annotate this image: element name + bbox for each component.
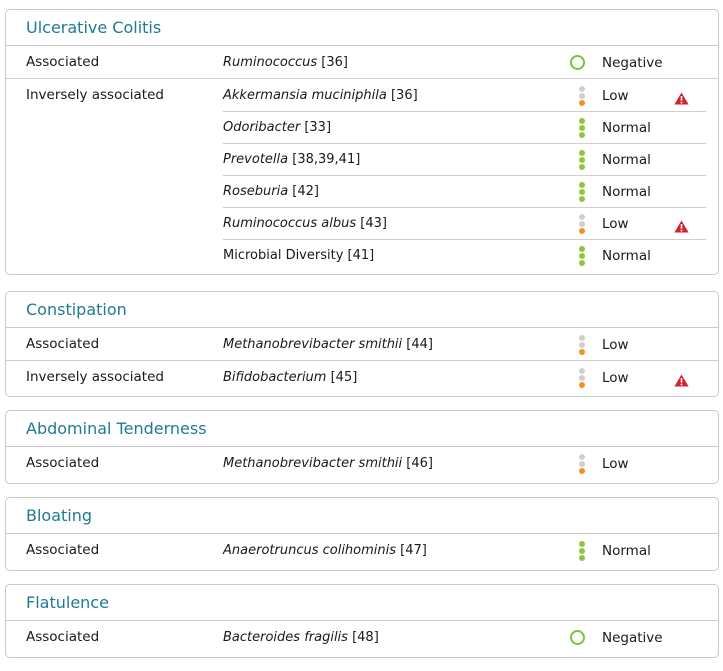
marker-cell	[223, 328, 706, 361]
warning-icon	[674, 372, 689, 385]
level-dot	[579, 125, 585, 131]
table-row	[6, 143, 718, 175]
low-level-icon	[576, 454, 588, 474]
normal-level-icon	[576, 118, 588, 138]
marker-cell	[223, 621, 706, 654]
level-dot	[579, 342, 585, 348]
level-dot	[579, 382, 585, 388]
association-label: Inversely associated	[26, 369, 164, 385]
status-label: Normal	[602, 152, 651, 168]
table-row	[6, 175, 718, 207]
status-label: Low	[602, 370, 629, 386]
status-label: Low	[602, 456, 629, 472]
organism-name	[223, 240, 374, 272]
level-dot	[579, 375, 585, 381]
table-row	[6, 46, 718, 78]
marker-cell	[223, 46, 706, 79]
table-row	[6, 328, 718, 360]
association-label: Associated	[26, 629, 100, 645]
level-dot	[579, 468, 585, 474]
table-row	[6, 239, 718, 271]
normal-level-icon	[576, 541, 588, 561]
table-row	[6, 78, 718, 111]
organism-label: Bifidobacterium	[223, 370, 327, 385]
reference-label: [48]	[347, 630, 379, 645]
organism-label: Bacteroides fragilis	[223, 630, 348, 645]
section-title: Constipation	[6, 292, 718, 328]
level-dot	[579, 221, 585, 227]
status-label: Normal	[602, 543, 651, 559]
organism-name	[223, 448, 433, 480]
association-label: Inversely associated	[26, 87, 164, 103]
marker-cell	[223, 534, 706, 567]
level-dot	[579, 118, 585, 124]
level-dot	[579, 461, 585, 467]
marker-cell	[223, 79, 706, 112]
organism-label: Methanobrevibacter smithii	[223, 337, 403, 352]
marker-cell	[223, 361, 706, 394]
marker-cell	[223, 175, 706, 208]
status-label: Negative	[602, 630, 663, 646]
table-row	[6, 360, 718, 393]
low-level-icon	[576, 335, 588, 355]
negative-ring-icon	[570, 630, 585, 645]
association-label: Associated	[26, 455, 100, 471]
section-title: Ulcerative Colitis	[6, 10, 718, 46]
status-label: Negative	[602, 55, 663, 71]
status-label: Normal	[602, 184, 651, 200]
status-label: Low	[602, 216, 629, 232]
association-label: Associated	[26, 542, 100, 558]
section-card	[5, 410, 719, 484]
organism-label: Prevotella	[223, 152, 289, 167]
association-label: Associated	[26, 336, 100, 352]
level-dot	[579, 246, 585, 252]
level-dot	[579, 132, 585, 138]
level-dot	[579, 164, 585, 170]
organism-name	[223, 144, 360, 176]
reference-label: [46]	[402, 456, 433, 471]
section-title: Abdominal Tenderness	[6, 411, 718, 447]
level-dot	[579, 150, 585, 156]
level-dot	[579, 368, 585, 374]
level-dot	[579, 100, 585, 106]
status-label: Normal	[602, 120, 651, 136]
section-title: Bloating	[6, 498, 718, 534]
organism-label: Anaerotruncus colihominis	[223, 543, 397, 558]
organism-name	[223, 47, 348, 79]
level-dot	[579, 253, 585, 259]
table-row	[6, 534, 718, 566]
normal-level-icon	[576, 182, 588, 202]
reference-label: [47]	[396, 543, 427, 558]
organism-name	[223, 535, 427, 567]
level-dot	[579, 157, 585, 163]
status-label: Low	[602, 88, 629, 104]
level-dot	[579, 189, 585, 195]
normal-level-icon	[576, 150, 588, 170]
organism-name	[223, 208, 387, 240]
organism-label: Microbial Diversity	[223, 248, 344, 263]
section-card	[5, 497, 719, 571]
reference-label: [44]	[402, 337, 433, 352]
organism-name	[223, 329, 433, 361]
level-dot	[579, 86, 585, 92]
organism-name	[223, 112, 331, 144]
negative-ring-icon	[570, 55, 585, 70]
organism-label: Ruminococcus albus	[223, 216, 357, 231]
organism-name	[223, 622, 379, 654]
reference-label: [42]	[288, 184, 319, 199]
level-dot	[579, 214, 585, 220]
marker-cell	[223, 239, 706, 272]
normal-level-icon	[576, 246, 588, 266]
level-dot	[579, 335, 585, 341]
section-card	[5, 291, 719, 397]
reference-label: [43]	[356, 216, 387, 231]
organism-label: Ruminococcus	[223, 55, 318, 70]
section-card	[5, 584, 719, 658]
marker-cell	[223, 143, 706, 176]
marker-cell	[223, 447, 706, 480]
section-card	[5, 9, 719, 275]
organism-label: Akkermansia muciniphila	[223, 88, 387, 103]
level-dot	[579, 349, 585, 355]
organism-name	[223, 176, 319, 208]
table-row	[6, 621, 718, 653]
association-label: Associated	[26, 54, 100, 70]
organism-label: Roseburia	[223, 184, 289, 199]
reference-label: [36]	[317, 55, 348, 70]
marker-cell	[223, 111, 706, 144]
organism-name	[223, 362, 357, 394]
low-level-icon	[576, 86, 588, 106]
level-dot	[579, 454, 585, 460]
warning-icon	[674, 90, 689, 103]
status-label: Low	[602, 337, 629, 353]
organism-label: Methanobrevibacter smithii	[223, 456, 403, 471]
reference-label: [45]	[326, 370, 358, 385]
level-dot	[579, 548, 585, 554]
warning-icon	[674, 218, 689, 231]
level-dot	[579, 555, 585, 561]
organism-label: Odoribacter	[223, 120, 301, 135]
reference-label: [41]	[343, 248, 375, 263]
level-dot	[579, 196, 585, 202]
table-row	[6, 111, 718, 143]
level-dot	[579, 260, 585, 266]
level-dot	[579, 93, 585, 99]
status-label: Normal	[602, 248, 651, 264]
level-dot	[579, 228, 585, 234]
section-title: Flatulence	[6, 585, 718, 621]
level-dot	[579, 182, 585, 188]
marker-cell	[223, 207, 706, 240]
low-level-icon	[576, 214, 588, 234]
reference-label: [38,39,41]	[288, 152, 361, 167]
reference-label: [33]	[300, 120, 332, 135]
table-row	[6, 447, 718, 479]
level-dot	[579, 541, 585, 547]
organism-name	[223, 80, 418, 112]
low-level-icon	[576, 368, 588, 388]
table-row	[6, 207, 718, 239]
reference-label: [36]	[386, 88, 418, 103]
